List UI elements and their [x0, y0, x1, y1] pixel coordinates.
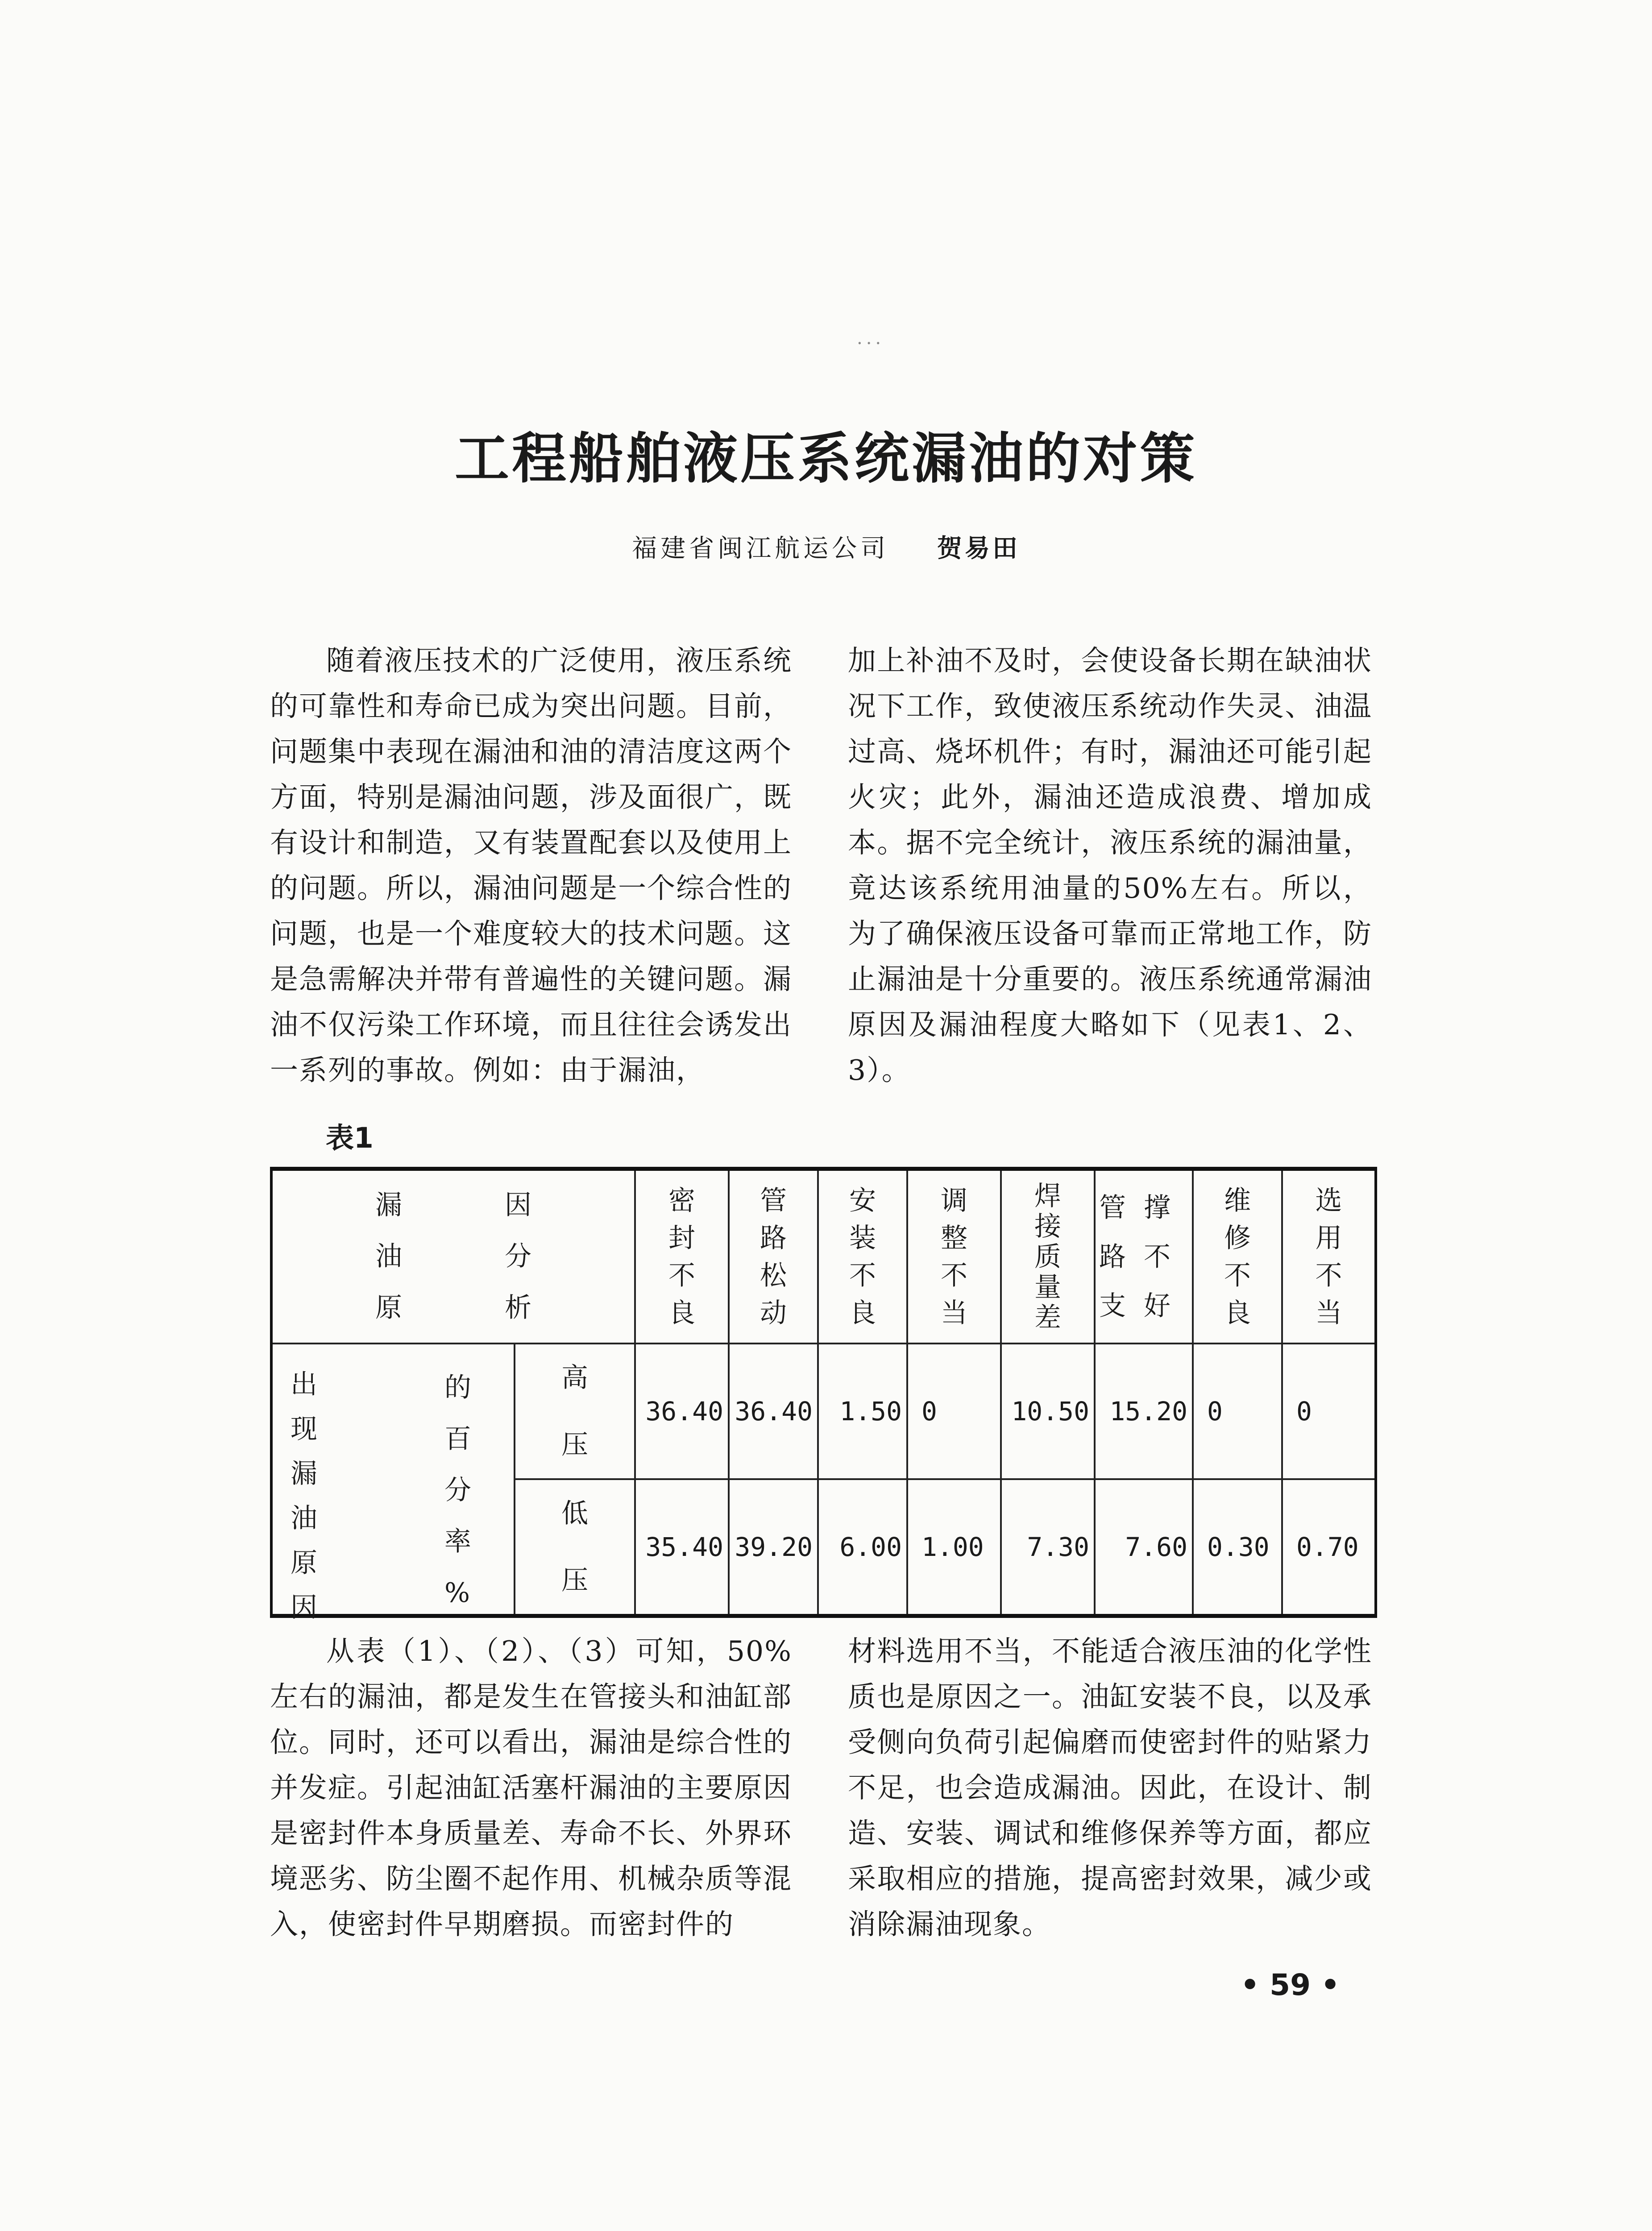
corner-header-cell: [271, 1169, 635, 1344]
byline: [0, 529, 1652, 564]
intro-paragraph-left: 随着液压技术的广泛使用，液压系统的可靠性和寿命已成为突出问题。目前，问题集中表现在漏油和油的清洁度这两个方面，特别是漏油问题，涉及面很广，既有设计和制造，又有装置配套以及使用上的问题。所以，漏油问题是一个综合性的问题，也是一个难度较大的技术问题。这是急需解决并带有普遍性的关键问题。漏油不仅污染工作环境，而且往往会诱发出一系列的事故。例如：由于漏油，: [270, 644, 792, 1086]
column-header: 安 装 不 良: [818, 1169, 907, 1344]
table-cell: 36.40: [635, 1344, 729, 1479]
table-cell: 39.20: [729, 1479, 818, 1616]
table-cell: 35.40: [635, 1479, 729, 1616]
table-header-row: [271, 1169, 1376, 1344]
table-cell: 0: [1193, 1344, 1282, 1479]
leak-cause-table: [270, 1167, 1377, 1623]
intro-paragraph-right: 加上补油不及时，会使设备长期在缺油状况下工作，致使液压系统动作失灵、油温过高、烧坏机件；有时，漏油还可能引起火灾；此外，漏油还造成浪费、增加成本。据不完全统计，液压系统的漏油量，竟达该系统用油量的50%左右。所以，为了确保液压设备可靠而正常地工作，防止漏油是十分重要的。液压系统通常漏油原因及漏油程度大略如下（见表1、2、3）。: [848, 644, 1372, 1086]
article-title: 工程船舶液压系统漏油的对策: [455, 427, 1197, 490]
pressure-label: 低 压: [515, 1479, 635, 1616]
column-header: 选 用 不 当: [1282, 1169, 1376, 1344]
table-cell: 0.30: [1193, 1479, 1282, 1616]
column-header: 管撑 路不 支好: [1095, 1169, 1193, 1344]
table-cell: 0.70: [1282, 1479, 1376, 1616]
table-cell: 15.20: [1095, 1344, 1193, 1479]
table-cell: 10.50: [1001, 1344, 1095, 1479]
row-label-left: 出 现 漏 油 原 因: [291, 1369, 317, 1623]
author-name: 贺易田: [937, 534, 1020, 563]
table-row: [271, 1344, 1376, 1479]
column-header: 管 路 松 动: [729, 1169, 818, 1344]
table-caption: 表1: [326, 1122, 374, 1154]
body-paragraph-right: 材料选用不当，不能适合液压油的化学性质也是原因之一。油缸安装不良，以及承受侧向负荷引起偏磨而使密封件的贴紧力不足，也会造成漏油。因此，在设计、制造、安装、调试和维修保养等方面，都应采取相应的措施，提高密封效果，减少或消除漏油现象。: [848, 1635, 1372, 1941]
column-header: 维 修 不 良: [1193, 1169, 1282, 1344]
table-cell: 7.60: [1095, 1479, 1193, 1616]
table-cell: 1.00: [907, 1479, 1001, 1616]
corner-left-chars: 漏 油 原: [375, 1190, 402, 1323]
column-header: 调 整 不 当: [907, 1169, 1001, 1344]
table-cell: 7.30: [1001, 1479, 1095, 1616]
page-number: • 59 •: [1241, 1968, 1340, 2002]
table-cell: 6.00: [818, 1479, 907, 1616]
corner-right-chars: 因 分 析: [505, 1190, 531, 1323]
table-cell: 1.50: [818, 1344, 907, 1479]
table-cell: 36.40: [729, 1344, 818, 1479]
row-label-cell: [271, 1344, 515, 1623]
author-organization: 福建省闽江航运公司: [632, 534, 889, 563]
row-label-right: 的 百 分 率 %: [444, 1372, 471, 1609]
header-marks: ...: [857, 328, 885, 348]
table-cell: 0: [1282, 1344, 1376, 1479]
body-paragraph-left: 从表（1）、（2）、（3）可知，50%左右的漏油，都是发生在管接头和油缸部位。同时，还可以看出，漏油是综合性的并发症。引起油缸活塞杆漏油的主要原因是密封件本身质量差、寿命不长、外界环境恶劣、防尘圈不起作用、机械杂质等混入，使密封件早期磨损。而密封件的: [270, 1635, 792, 1941]
column-header: 焊 接 质 量 差: [1001, 1169, 1095, 1344]
table-cell: 0: [907, 1344, 1001, 1479]
pressure-label: 高 压: [515, 1344, 635, 1479]
column-header: 密 封 不 良: [635, 1169, 729, 1344]
